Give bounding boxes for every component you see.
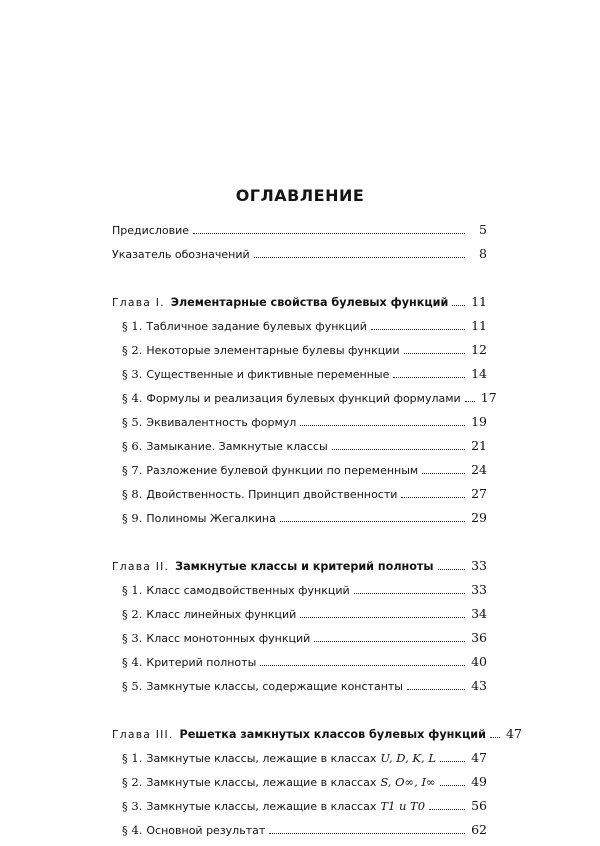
page-number: 56 (471, 798, 487, 813)
dot-leader (422, 473, 465, 474)
section-title: Табличное задание булевых функций (146, 320, 367, 333)
page-number: 62 (471, 822, 487, 837)
section-title: Полиномы Жегалкина (146, 512, 276, 525)
dot-leader (440, 785, 465, 786)
toc-chapter-2[interactable] (112, 558, 487, 582)
dot-leader (490, 737, 500, 738)
toc-section[interactable] (112, 366, 487, 390)
page-number: 27 (471, 486, 487, 501)
page-title: ОГЛАВЛЕНИЕ (235, 186, 365, 205)
toc-section[interactable] (112, 750, 487, 774)
page-number: 12 (471, 342, 487, 357)
toc-chapter-1[interactable] (112, 294, 487, 318)
dot-leader (465, 401, 475, 402)
chapter-label: Глава II. (112, 560, 170, 573)
section-number: § 5. (122, 415, 143, 429)
toc-section[interactable] (112, 462, 487, 486)
page-number: 33 (471, 582, 487, 597)
section-title: Эквивалентность формул (146, 416, 297, 429)
toc-entry-preface[interactable] (112, 222, 487, 246)
section-number: § 4. (122, 655, 143, 669)
dot-leader (404, 353, 465, 354)
section-math: S, O∞, I∞ (380, 775, 436, 789)
dot-leader (300, 617, 465, 618)
dot-leader (332, 449, 465, 450)
dot-leader (407, 689, 465, 690)
page-number: 24 (471, 462, 487, 477)
toc-section[interactable] (112, 654, 487, 678)
dot-leader (452, 305, 465, 306)
toc-section[interactable] (112, 510, 487, 534)
toc-section[interactable] (112, 438, 487, 462)
section-title: Замыкание. Замкнутые классы (146, 440, 328, 453)
section-number: § 1. (122, 319, 143, 333)
dot-leader (438, 569, 465, 570)
page-number: 36 (471, 630, 487, 645)
section-title: Замкнутые классы, содержащие константы (146, 680, 403, 693)
section-number: § 3. (122, 367, 143, 381)
toc-section[interactable] (112, 630, 487, 654)
entry-title: Предисловие (112, 224, 189, 237)
page-number: 47 (471, 750, 487, 765)
dot-leader (254, 257, 465, 258)
section-math: U, D, K, L (380, 751, 436, 765)
dot-leader (193, 233, 465, 234)
page-number: 34 (471, 606, 487, 621)
page-number: 49 (471, 774, 487, 789)
chapter-label: Глава III. (112, 728, 174, 741)
section-number: § 3. (122, 631, 143, 645)
dot-leader (260, 665, 465, 666)
page-number: 17 (480, 390, 497, 405)
section-title: Замкнутые классы, лежащие в классах (146, 752, 377, 765)
section-math: T1 и T0 (380, 799, 426, 813)
page-number: 19 (471, 414, 487, 429)
page-number: 11 (471, 318, 487, 333)
dot-leader (269, 833, 465, 834)
toc-section[interactable] (112, 582, 487, 606)
toc-section[interactable] (112, 390, 497, 414)
dot-leader (314, 641, 465, 642)
section-number: § 2. (122, 775, 143, 789)
section-title: Замкнутые классы, лежащие в классах (146, 776, 377, 789)
section-number: § 1. (122, 751, 143, 765)
toc-entry-notation-index[interactable] (112, 246, 487, 270)
section-number: § 2. (122, 343, 143, 357)
toc-section[interactable] (112, 486, 487, 510)
table-of-contents (112, 222, 522, 846)
dot-leader (401, 497, 465, 498)
chapter-title: Замкнутые классы и критерий полноты (175, 560, 434, 573)
dot-leader (440, 761, 465, 762)
chapter-title: Элементарные свойства булевых функций (170, 296, 449, 309)
section-number: § 4. (122, 391, 143, 405)
chapter-label: Глава I. (112, 296, 165, 309)
section-title: Формулы и реализация булевых функций формулами (146, 392, 461, 405)
section-title: Двойственность. Принцип двойственности (146, 488, 398, 501)
section-title: Класс линейных функций (146, 608, 297, 621)
page-number: 21 (471, 438, 487, 453)
page-number: 29 (471, 510, 487, 525)
section-number: § 9. (122, 511, 143, 525)
section-number: § 1. (122, 583, 143, 597)
section-number: § 3. (122, 799, 143, 813)
toc-section[interactable] (112, 822, 487, 846)
toc-chapter-3[interactable] (112, 726, 522, 750)
section-title: Класс монотонных функций (146, 632, 311, 645)
section-title: Некоторые элементарные булевы функции (146, 344, 400, 357)
section-title: Класс самодвойственных функций (146, 584, 350, 597)
section-number: § 5. (122, 679, 143, 693)
section-number: § 6. (122, 439, 143, 453)
page-number: 8 (479, 246, 487, 261)
chapter-title: Решетка замкнутых классов булевых функций (179, 728, 486, 741)
dot-leader (354, 593, 465, 594)
dot-leader (429, 809, 465, 810)
section-title: Существенные и фиктивные переменные (146, 368, 390, 381)
page-number: 43 (471, 678, 487, 693)
section-title: Разложение булевой функции по переменным (146, 464, 419, 477)
toc-section[interactable] (112, 798, 487, 822)
toc-section[interactable] (112, 318, 487, 342)
toc-section[interactable] (112, 342, 487, 366)
page-number: 47 (506, 726, 522, 741)
section-title: Критерий полноты (146, 656, 257, 669)
page-number: 14 (471, 366, 487, 381)
dot-leader (393, 377, 465, 378)
section-number: § 8. (122, 487, 143, 501)
toc-section[interactable] (112, 678, 487, 702)
dot-leader (280, 521, 465, 522)
page-number: 5 (479, 222, 487, 237)
section-title: Основной результат (146, 824, 266, 837)
entry-title: Указатель обозначений (112, 248, 250, 261)
page-number: 33 (471, 558, 487, 573)
page-number: 40 (471, 654, 487, 669)
page-number: 11 (471, 294, 487, 309)
section-number: § 2. (122, 607, 143, 621)
section-number: § 4. (122, 823, 143, 837)
section-number: § 7. (122, 463, 143, 477)
toc-section[interactable] (112, 414, 487, 438)
dot-leader (300, 425, 465, 426)
section-title: Замкнутые классы, лежащие в классах (146, 800, 377, 813)
toc-section[interactable] (112, 774, 487, 798)
dot-leader (371, 329, 465, 330)
toc-section[interactable] (112, 606, 487, 630)
